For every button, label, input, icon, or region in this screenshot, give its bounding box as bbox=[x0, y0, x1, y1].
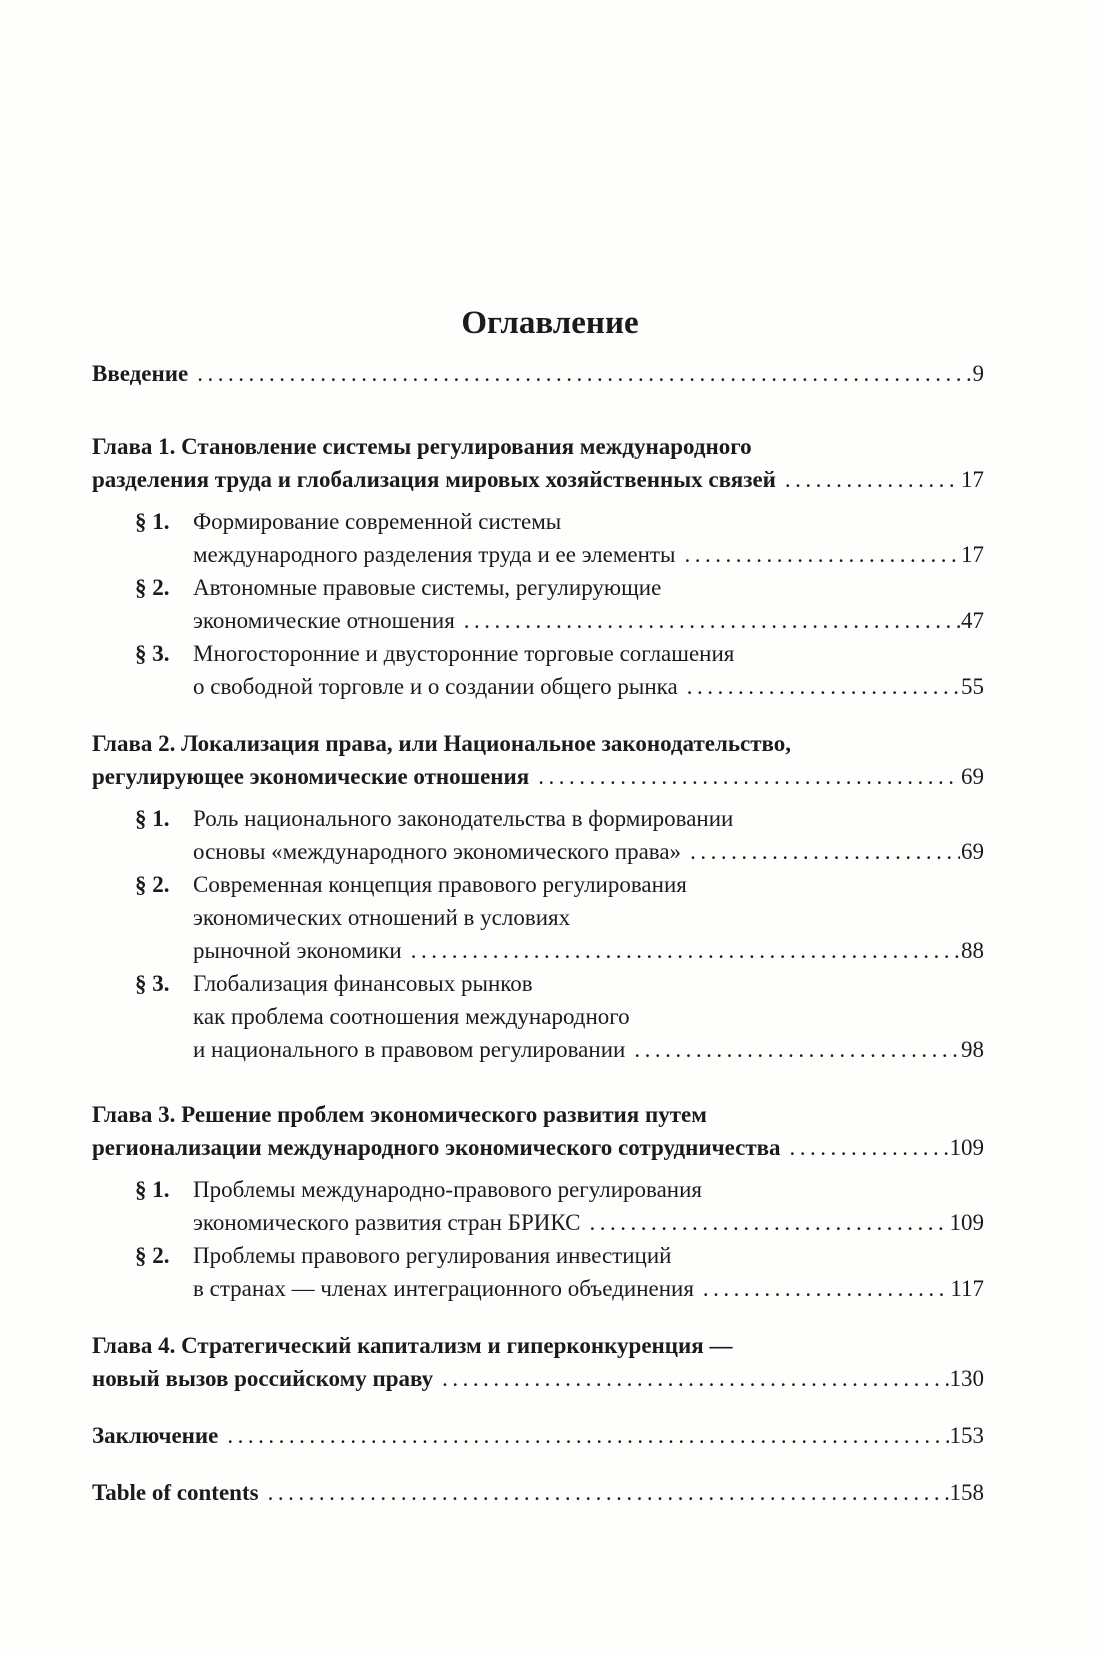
page-number: 117 bbox=[950, 1276, 984, 1301]
entry-text: Современная концепция правового регулирования bbox=[193, 872, 687, 897]
entry-text: в странах — членах интеграционного объединения bbox=[193, 1276, 694, 1301]
section-prefix: § 2. bbox=[135, 1243, 170, 1268]
dot-leader bbox=[442, 1362, 948, 1395]
section-prefix: § 1. bbox=[135, 509, 170, 534]
toc-entry-chapter-3 bbox=[92, 1098, 984, 1164]
toc-entry-ch3-par2 bbox=[92, 1239, 984, 1305]
toc-entry-table-of-contents bbox=[92, 1476, 984, 1509]
dot-leader bbox=[589, 1206, 948, 1239]
entry-line bbox=[92, 1239, 984, 1272]
toc-entry-ch1-par2 bbox=[92, 571, 984, 637]
dot-leader bbox=[790, 1131, 949, 1164]
entry-line bbox=[92, 1033, 984, 1066]
entry-line bbox=[92, 604, 984, 637]
toc-entry-chapter-2 bbox=[92, 727, 984, 793]
entry-line bbox=[92, 538, 984, 571]
entry-line bbox=[92, 505, 984, 538]
dot-leader bbox=[538, 760, 960, 793]
entry-text: разделения труда и глобализация мировых хозяйственных связей bbox=[92, 467, 776, 492]
toc-entry-vvedenie bbox=[92, 357, 984, 390]
entry-line bbox=[92, 463, 984, 496]
entry-text: Проблемы правового регулирования инвестиций bbox=[193, 1243, 672, 1268]
toc bbox=[92, 303, 984, 1509]
entry-text: Глобализация финансовых рынков bbox=[193, 971, 533, 996]
dot-leader bbox=[634, 1033, 960, 1066]
page-number: 69 bbox=[961, 839, 984, 864]
toc-entry-chapter-4 bbox=[92, 1329, 984, 1395]
entry-text: новый вызов российскому праву bbox=[92, 1366, 434, 1391]
entry-text: Многосторонние и двусторонние торговые соглашения bbox=[193, 641, 735, 666]
dot-leader bbox=[411, 934, 960, 967]
entry-text: Заключение bbox=[92, 1423, 219, 1448]
section-prefix: § 3. bbox=[135, 641, 170, 666]
entry-text: международного разделения труда и ее элементы bbox=[193, 542, 676, 567]
entry-text: Table of contents bbox=[92, 1480, 259, 1505]
dot-leader bbox=[197, 357, 971, 390]
dot-leader bbox=[464, 604, 960, 637]
toc-entry-ch1-par1 bbox=[92, 505, 984, 571]
entry-line: Глава 2. Локализация права, или Национальное законодательство, bbox=[92, 731, 792, 756]
page-number: 17 bbox=[961, 542, 984, 567]
entry-text: Формирование современной системы bbox=[193, 509, 562, 534]
section-prefix: § 2. bbox=[135, 872, 170, 897]
entry-line: как проблема соотношения международного bbox=[193, 1004, 630, 1029]
toc-entry-ch2-par2 bbox=[92, 868, 984, 967]
toc-entry-ch2-par1 bbox=[92, 802, 984, 868]
page-number: 153 bbox=[949, 1423, 984, 1448]
entry-line bbox=[92, 802, 984, 835]
dot-leader bbox=[684, 538, 960, 571]
section-prefix: § 1. bbox=[135, 806, 170, 831]
page-number: 109 bbox=[949, 1135, 984, 1160]
entry-line bbox=[92, 1362, 984, 1395]
entry-text: о свободной торговле и о создании общего рынка bbox=[193, 674, 678, 699]
dot-leader bbox=[687, 670, 960, 703]
page-number: 69 bbox=[961, 764, 984, 789]
entry-line bbox=[92, 571, 984, 604]
entry-text: основы «международного экономического права» bbox=[193, 839, 682, 864]
page-title: Оглавление bbox=[461, 305, 639, 341]
entry-text: Введение bbox=[92, 361, 189, 386]
section-prefix: § 1. bbox=[135, 1177, 170, 1202]
page-number: 130 bbox=[949, 1366, 984, 1391]
entry-line bbox=[92, 1476, 984, 1509]
entry-text: регулирующее экономические отношения bbox=[92, 764, 530, 789]
entry-line bbox=[92, 637, 984, 670]
toc-entry-chapter-1 bbox=[92, 430, 984, 496]
section-prefix: § 3. bbox=[135, 971, 170, 996]
dot-leader bbox=[785, 463, 960, 496]
toc-entry-zakluchenie bbox=[92, 1419, 984, 1452]
entry-text: рыночной экономики bbox=[193, 938, 402, 963]
page-number: 158 bbox=[949, 1480, 984, 1505]
toc-entry-ch2-par3 bbox=[92, 967, 984, 1066]
dot-leader bbox=[690, 835, 960, 868]
toc-entry-ch1-par3 bbox=[92, 637, 984, 703]
entry-line bbox=[92, 357, 984, 390]
page-number: 88 bbox=[961, 938, 984, 963]
page-number: 55 bbox=[961, 674, 984, 699]
entry-line bbox=[92, 934, 984, 967]
entry-text: Роль национального законодательства в формировании bbox=[193, 806, 734, 831]
entry-line: Глава 3. Решение проблем экономического развития путем bbox=[92, 1102, 707, 1127]
page-number: 47 bbox=[961, 608, 984, 633]
entry-line bbox=[92, 1419, 984, 1452]
entry-line bbox=[92, 1206, 984, 1239]
entry-line bbox=[92, 1272, 984, 1305]
section-prefix: § 2. bbox=[135, 575, 170, 600]
entry-line bbox=[92, 868, 984, 901]
entry-line bbox=[92, 1131, 984, 1164]
entry-text: Автономные правовые системы, регулирующие bbox=[193, 575, 662, 600]
entry-line: экономических отношений в условиях bbox=[193, 905, 571, 930]
toc-entry-ch3-par1 bbox=[92, 1173, 984, 1239]
entry-line bbox=[92, 835, 984, 868]
dot-leader bbox=[268, 1476, 949, 1509]
page-number: 9 bbox=[972, 361, 984, 386]
dot-leader bbox=[227, 1419, 948, 1452]
page-number: 109 bbox=[949, 1210, 984, 1235]
entry-line bbox=[92, 1173, 984, 1206]
entry-line bbox=[92, 967, 984, 1000]
dot-leader bbox=[703, 1272, 949, 1305]
page-number: 98 bbox=[961, 1037, 984, 1062]
entry-line bbox=[92, 760, 984, 793]
page-number: 17 bbox=[961, 467, 984, 492]
entry-text: экономического развития стран БРИКС bbox=[193, 1210, 581, 1235]
entry-text: регионализации международного экономического сотрудничества bbox=[92, 1135, 781, 1160]
entry-line bbox=[92, 670, 984, 703]
entry-text: и национального в правовом регулировании bbox=[193, 1037, 626, 1062]
entry-line: Глава 4. Стратегический капитализм и гиперконкуренция — bbox=[92, 1333, 733, 1358]
entry-text: Проблемы международно-правового регулирования bbox=[193, 1177, 702, 1202]
entry-line: Глава 1. Становление системы регулирования международного bbox=[92, 434, 752, 459]
entry-text: экономические отношения bbox=[193, 608, 455, 633]
